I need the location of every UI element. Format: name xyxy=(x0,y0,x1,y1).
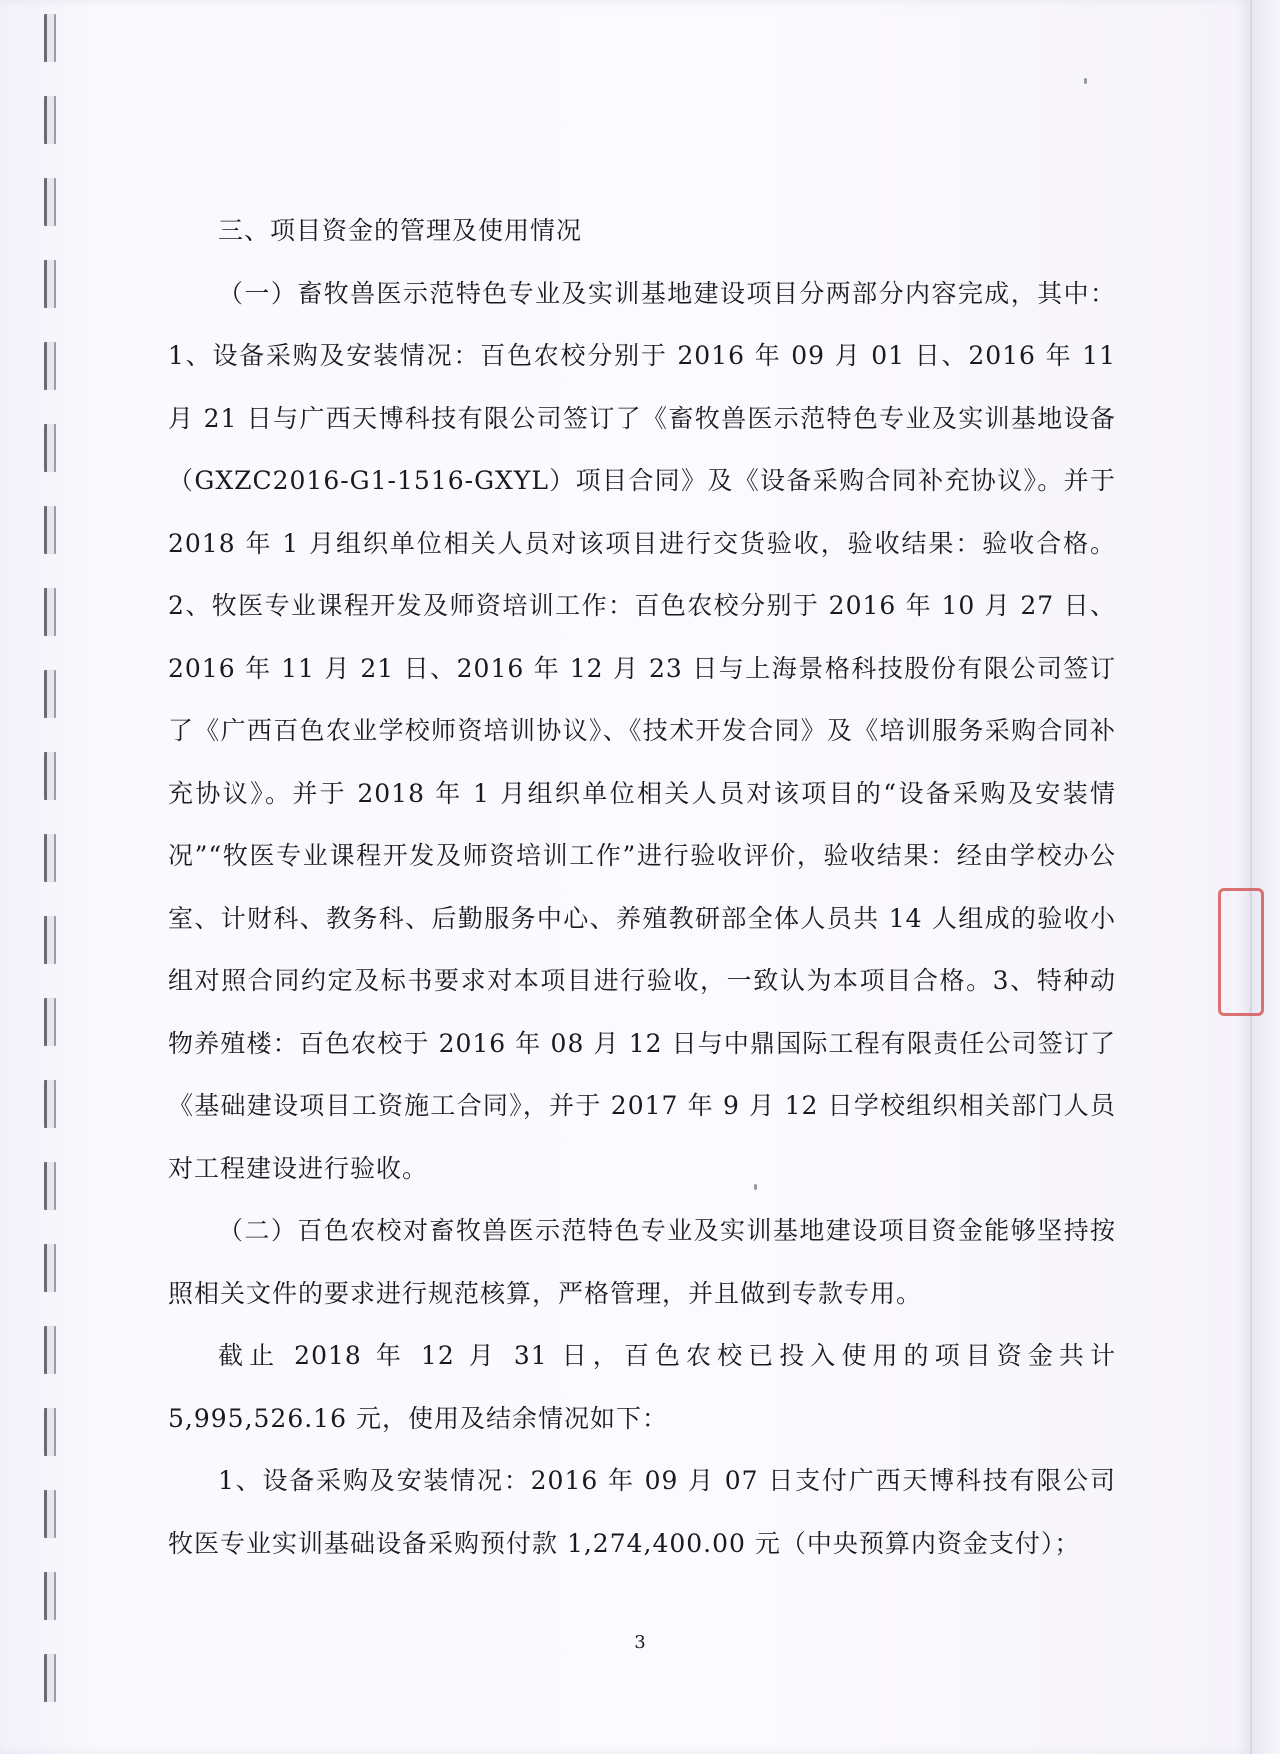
paragraph-1: （一）畜牧兽医示范特色专业及实训基地建设项目分两部分内容完成，其中：1、设备采购及安装情况：百色农校分别于 2016 年 09 月 01 日、2016 年 11 月 21 日与广西天博科技有限公司签订了《畜牧兽医示范特色专业及实训基地设备（GXZC2016-G1-1516-GXYL）项目合同》及《设备采购合同补充协议》。并于 2018 年 1 月组织单位相关人员对该项目进行交货验收，验收结果：验收合格。2、牧医专业课程开发及师资培训工作：百色农校分别于 2016 年 10 月 27 日、2016 年 11 月 21 日、2016 年 12 月 23 日与上海景格科技股份有限公司签订了《广西百色农业学校师资培训协议》、《技术开发合同》及《培训服务采购合同补充协议》。并于 2018 年 1 月组织单位相关人员对该项目的“设备采购及安装情况”“牧医专业课程开发及师资培训工作”进行验收评价，验收结果：经由学校办公室、计财科、教务科、后勤服务中心、养殖教研部全体人员共 14 人组成的验收小组对照合同约定及标书要求对本项目进行验收，一致认为本项目合格。3、特种动物养殖楼：百色农校于 2016 年 08 月 12 日与中鼎国际工程有限责任公司签订了《基础建设项目工资施工合同》，并于 2017 年 9 月 12 日学校组织相关部门人员对工程建设进行验收。 xyxy=(168,278,1116,1183)
binding-hole xyxy=(44,588,56,636)
binding-hole xyxy=(44,1162,56,1210)
paragraph-4: 1、设备采购及安装情况：2016 年 09 月 07 日支付广西天博科技有限公司牧医专业实训基础设备采购预付款 1,274,400.00 元（中央预算内资金支付）； xyxy=(168,1466,1116,1558)
binding-hole xyxy=(44,1326,56,1374)
binding-hole xyxy=(44,14,56,62)
binding-hole xyxy=(44,834,56,882)
binding-hole xyxy=(44,506,56,554)
binding-hole xyxy=(44,670,56,718)
binding-hole xyxy=(44,752,56,800)
binding-hole xyxy=(44,342,56,390)
binding-hole xyxy=(44,998,56,1046)
binding-hole xyxy=(44,1408,56,1456)
binding-hole xyxy=(44,178,56,226)
section-heading: 三、项目资金的管理及使用情况 xyxy=(218,216,583,245)
binding-hole xyxy=(44,1490,56,1538)
page-edge xyxy=(1252,0,1280,1754)
page-number: 3 xyxy=(634,1632,646,1653)
binding-hole xyxy=(44,96,56,144)
binding-hole xyxy=(44,1244,56,1292)
binding-hole xyxy=(44,1654,56,1702)
binding-hole xyxy=(44,916,56,964)
binding-hole xyxy=(44,1572,56,1620)
binding-hole xyxy=(44,260,56,308)
paragraph-3: 截止 2018 年 12 月 31 日，百色农校已投入使用的项目资金共计 5,995,526.16 元，使用及结余情况如下： xyxy=(168,1341,1116,1433)
paragraph-2: （二）百色农校对畜牧兽医示范特色专业及实训基地建设项目资金能够坚持按照相关文件的要求进行规范核算，严格管理，并且做到专款专用。 xyxy=(168,1216,1116,1308)
seam-seal-stamp xyxy=(1218,888,1264,1016)
binding-hole xyxy=(44,1080,56,1128)
paper-speck xyxy=(1084,78,1087,84)
binding-holes xyxy=(38,0,68,1754)
document-body xyxy=(168,200,1116,1575)
binding-hole xyxy=(44,424,56,472)
